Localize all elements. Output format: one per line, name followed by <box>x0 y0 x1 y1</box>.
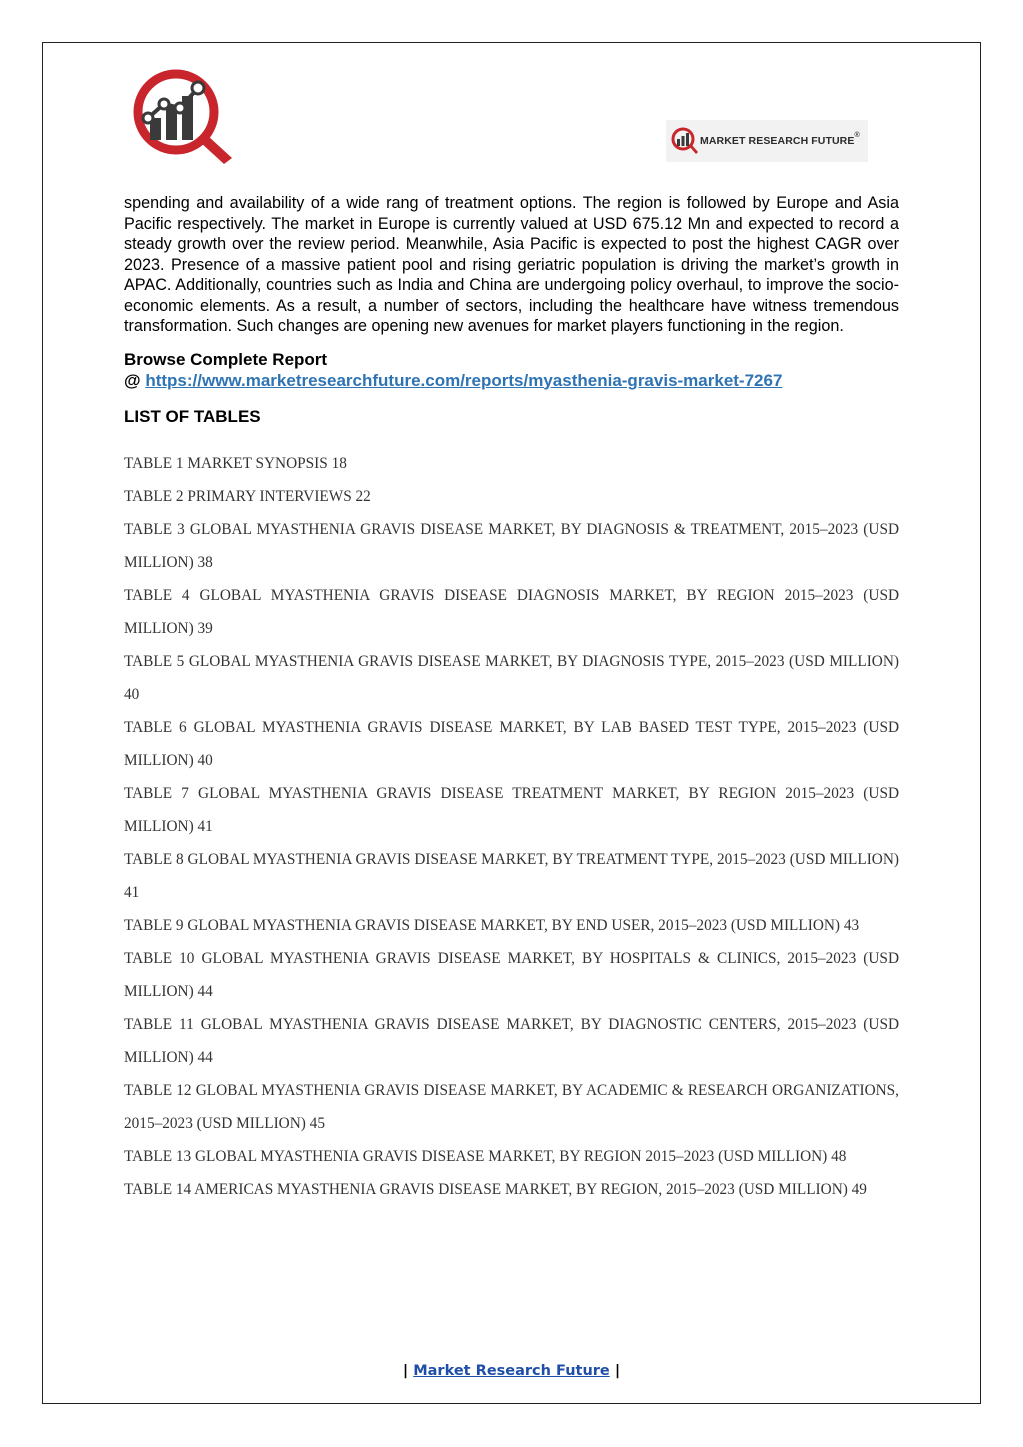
brand-name: MARKET RESEARCH FUTURE <box>700 135 855 147</box>
footer-bar-left: | <box>402 1363 409 1379</box>
table-entry: TABLE 14 AMERICAS MYASTHENIA GRAVIS DISEASE MARKET, BY REGION, 2015–2023 (USD MILLION) 49 <box>124 1180 867 1198</box>
browse-prefix: @ <box>124 370 146 390</box>
table-entry: TABLE 10 GLOBAL MYASTHENIA GRAVIS DISEASE MARKET, BY HOSPITALS & CLINICS, 2015–2023 (USD MILLION) 44 <box>124 949 899 1000</box>
table-entry: TABLE 3 GLOBAL MYASTHENIA GRAVIS DISEASE MARKET, BY DIAGNOSIS & TREATMENT, 2015–2023 (USD MILLION) 38 <box>124 520 899 571</box>
intro-paragraph: spending and availability of a wide rang of treatment options. The region is followed by Europe and Asia Pacific respectively. The market in Europe is currently valued at USD 675.12 Mn and expected to record a steady growth over the review period. Meanwhile, Asia Pacific is expected to post the highest CAGR over 2023. Presence of a massive patient pool and rising geriatric population is driving the market’s growth in APAC. Additionally, countries such as India and China are undergoing policy overhaul, to improve the socio-economic elements. As a result, a number of sectors, including the healthcare have witness tremendous transformation. Such changes are opening new avenues for market players functioning in the region. <box>124 194 899 335</box>
table-entry: TABLE 11 GLOBAL MYASTHENIA GRAVIS DISEASE MARKET, BY DIAGNOSTIC CENTERS, 2015–2023 (USD MILLION) 44 <box>124 1015 899 1066</box>
table-entry: TABLE 7 GLOBAL MYASTHENIA GRAVIS DISEASE TREATMENT MARKET, BY REGION 2015–2023 (USD MILLION) 41 <box>124 784 899 835</box>
table-entry: TABLE 2 PRIMARY INTERVIEWS 22 <box>124 487 371 505</box>
registered-mark: ® <box>854 131 860 139</box>
footer-link[interactable]: Market Research Future <box>413 1363 610 1379</box>
table-entry: TABLE 6 GLOBAL MYASTHENIA GRAVIS DISEASE MARKET, BY LAB BASED TEST TYPE, 2015–2023 (USD MILLION) 40 <box>124 718 899 769</box>
page-footer <box>0 1363 1023 1379</box>
brand-logo-icon <box>128 66 234 168</box>
browse-link-line <box>124 370 899 391</box>
browse-title: Browse Complete Report <box>124 349 328 369</box>
brand-mark-icon <box>670 126 698 156</box>
report-link[interactable]: https://www.marketresearchfuture.com/reports/myasthenia-gravis-market-7267 <box>145 370 783 390</box>
table-entry: TABLE 13 GLOBAL MYASTHENIA GRAVIS DISEASE MARKET, BY REGION 2015–2023 (USD MILLION) 48 <box>124 1147 847 1165</box>
table-entry: TABLE 12 GLOBAL MYASTHENIA GRAVIS DISEASE MARKET, BY ACADEMIC & RESEARCH ORGANIZATIONS, 2015–2023 (USD MILLION) 45 <box>124 1081 899 1132</box>
footer-bar-right: | <box>614 1363 621 1379</box>
table-entry: TABLE 5 GLOBAL MYASTHENIA GRAVIS DISEASE MARKET, BY DIAGNOSIS TYPE, 2015–2023 (USD MILLION) 40 <box>124 652 899 703</box>
table-entry: TABLE 8 GLOBAL MYASTHENIA GRAVIS DISEASE MARKET, BY TREATMENT TYPE, 2015–2023 (USD MILLION) 41 <box>124 850 899 901</box>
table-entry: TABLE 9 GLOBAL MYASTHENIA GRAVIS DISEASE MARKET, BY END USER, 2015–2023 (USD MILLION) 43 <box>124 916 860 934</box>
list-of-tables-heading: LIST OF TABLES <box>124 406 261 426</box>
table-entry: TABLE 1 MARKET SYNOPSIS 18 <box>124 454 347 472</box>
page-content <box>124 193 899 1206</box>
tables-list <box>124 447 899 1206</box>
brand-logo-small <box>666 120 868 162</box>
table-entry: TABLE 4 GLOBAL MYASTHENIA GRAVIS DISEASE DIAGNOSIS MARKET, BY REGION 2015–2023 (USD MILLION) 39 <box>124 586 899 637</box>
